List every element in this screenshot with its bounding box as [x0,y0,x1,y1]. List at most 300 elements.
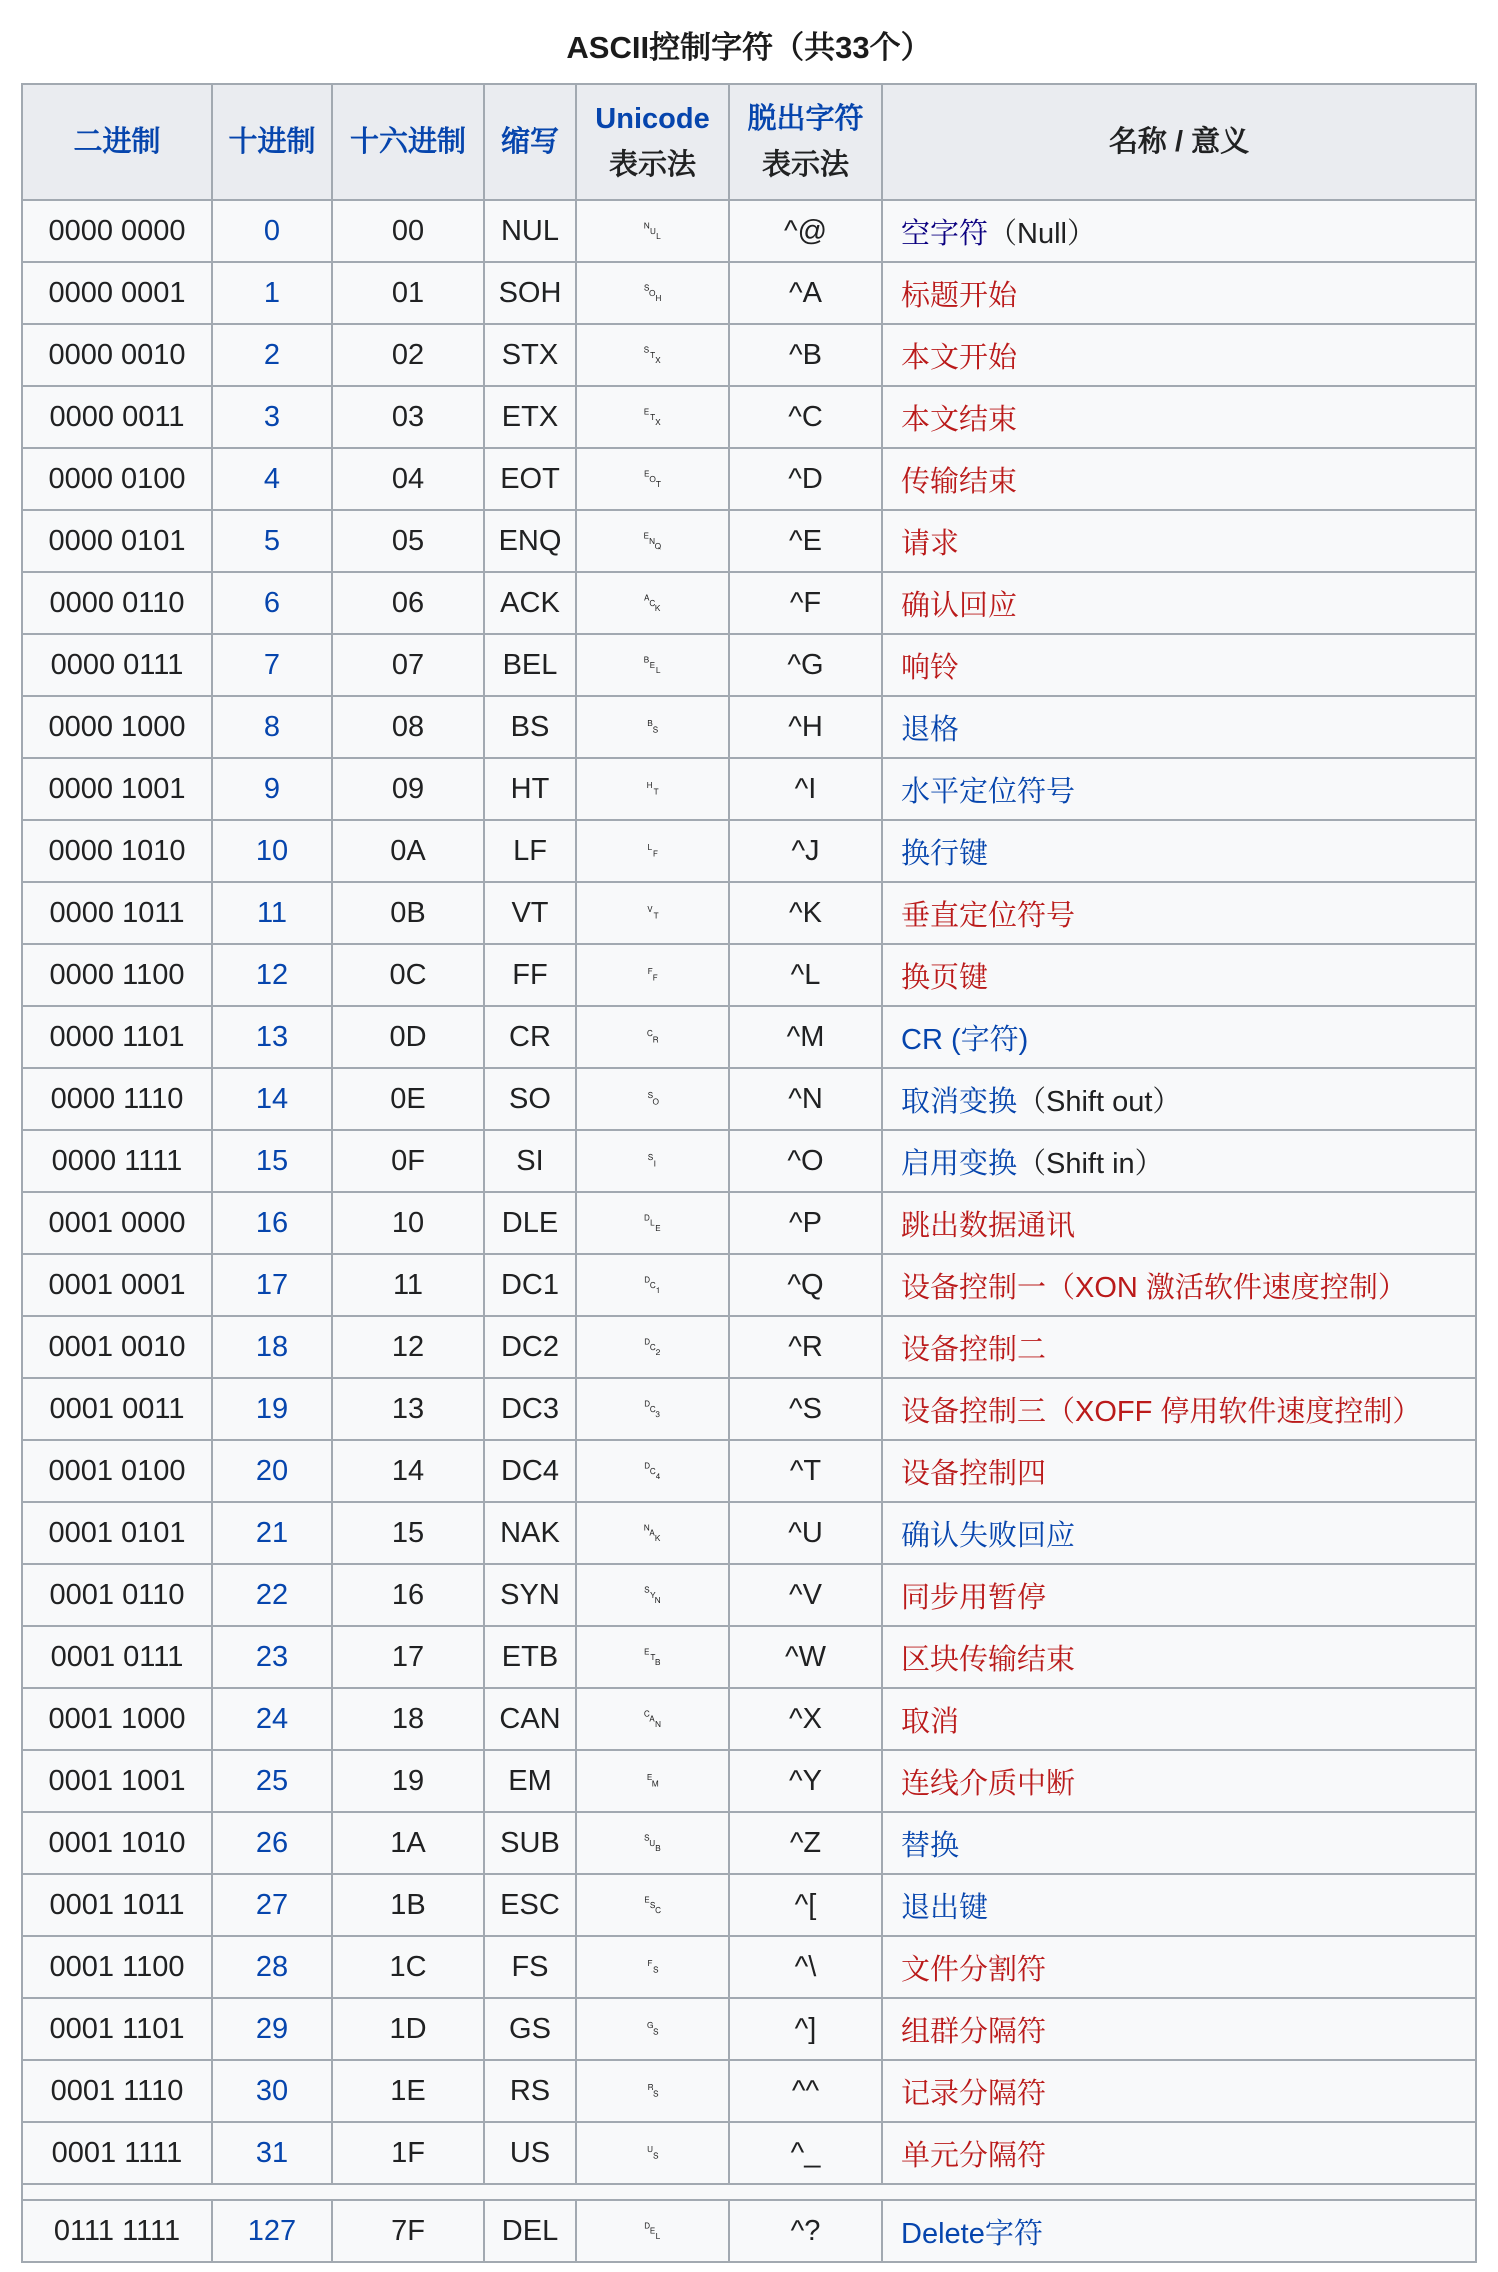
table-row [22,386,1476,448]
decimal-link[interactable]: 26 [255,1826,289,1859]
ascii-control-characters-table [21,83,1477,2263]
decimal-link[interactable]: 25 [255,1764,289,1797]
abbr-cell: VT [484,882,576,944]
name-link[interactable]: 请求 [901,527,960,560]
decimal-link[interactable]: 0 [263,214,281,247]
name-link[interactable]: 退出键 [901,1891,989,1924]
unicode-cell [576,944,729,1006]
escape-cell: ^V [729,1564,882,1626]
binary-cell: 0000 1100 [22,944,212,1006]
name-cell [882,200,1476,262]
unicode-cell [576,2122,729,2184]
escape-cell: ^T [729,1440,882,1502]
binary-cell: 0001 1001 [22,1750,212,1812]
escape-cell: ^E [729,510,882,572]
unicode-cell [576,1812,729,1874]
decimal-cell [212,1998,332,2060]
binary-cell: 0001 1011 [22,1874,212,1936]
table-row [22,1068,1476,1130]
hex-cell: 1B [332,1874,484,1936]
escape-cell: ^L [729,944,882,1006]
decimal-link[interactable]: 16 [255,1206,289,1239]
unicode-cell [576,1936,729,1998]
hex-cell: 17 [332,1626,484,1688]
escape-cell: ^S [729,1378,882,1440]
hex-cell: 00 [332,200,484,262]
unicode-cell [576,324,729,386]
binary-cell: 0001 0110 [22,1564,212,1626]
name-link[interactable]: 跳出数据通讯 [901,1209,1076,1242]
control-picture-glyph: ␀ [642,217,663,245]
decimal-link[interactable]: 9 [263,772,281,805]
decimal-link[interactable]: 21 [255,1516,289,1549]
name-link[interactable]: 传输结束 [901,465,1018,498]
escape-cell: ^? [729,2200,882,2262]
control-picture-glyph: ␃ [642,403,663,431]
name-link[interactable]: 设备控制四 [901,1457,1047,1490]
binary-cell: 0000 1010 [22,820,212,882]
name-cell [882,1254,1476,1316]
name-link[interactable]: 退格 [901,713,960,746]
decimal-cell [212,1316,332,1378]
name-link[interactable]: 确认失败回应 [901,1519,1076,1552]
header-link[interactable]: 二进制 [73,125,161,158]
hex-cell: 13 [332,1378,484,1440]
hex-cell: 08 [332,696,484,758]
hex-cell: 07 [332,634,484,696]
control-picture-glyph: ␆ [642,589,663,617]
decimal-cell [212,1254,332,1316]
unicode-cell [576,1254,729,1316]
escape-cell: ^N [729,1068,882,1130]
unicode-cell [576,572,729,634]
unicode-cell [576,200,729,262]
hex-cell: 02 [332,324,484,386]
control-picture-glyph: ␛ [642,1891,663,1919]
name-link[interactable]: 单元分隔符 [901,2139,1047,2172]
hex-cell: 01 [332,262,484,324]
header-link[interactable]: 缩写 [500,125,559,158]
decimal-cell [212,2200,332,2262]
unicode-cell [576,1564,729,1626]
abbr-cell: STX [484,324,576,386]
name-link[interactable]: 本文结束 [901,403,1018,436]
control-picture-glyph: ␓ [642,1395,663,1423]
col-header-unicode [576,84,729,200]
name-cell [882,1998,1476,2060]
escape-cell: ^U [729,1502,882,1564]
decimal-link[interactable]: 4 [263,462,281,495]
unicode-cell [576,1688,729,1750]
decimal-link[interactable]: 10 [255,834,289,867]
name-link[interactable]: 换行键 [901,837,989,870]
unicode-cell [576,1998,729,2060]
unicode-cell [576,262,729,324]
binary-cell: 0001 1010 [22,1812,212,1874]
unicode-cell [576,2060,729,2122]
name-cell [882,2200,1476,2262]
table-row [22,696,1476,758]
name-cell [882,1378,1476,1440]
escape-cell: ^Z [729,1812,882,1874]
page-title: ASCII控制字符（共33个） [566,30,932,65]
abbr-cell: GS [484,1998,576,2060]
separator-cell [22,2184,1476,2200]
decimal-cell [212,2060,332,2122]
table-row [22,1316,1476,1378]
binary-cell: 0001 0010 [22,1316,212,1378]
decimal-link[interactable]: 15 [255,1144,289,1177]
escape-cell: ^K [729,882,882,944]
control-picture-glyph: ␞ [642,2077,663,2105]
hex-cell: 1F [332,2122,484,2184]
table-row [22,1440,1476,1502]
decimal-link[interactable]: 29 [255,2012,289,2045]
escape-cell: ^Q [729,1254,882,1316]
decimal-cell [212,1006,332,1068]
decimal-link[interactable]: 1 [263,276,281,309]
decimal-link[interactable]: 6 [263,586,281,619]
decimal-cell [212,1068,332,1130]
decimal-cell [212,1192,332,1254]
name-cell [882,634,1476,696]
decimal-cell [212,820,332,882]
binary-cell: 0000 0111 [22,634,212,696]
col-header-hex [332,84,484,200]
binary-cell: 0000 0001 [22,262,212,324]
unicode-cell [576,510,729,572]
decimal-link[interactable]: 5 [263,524,281,557]
control-picture-glyph: ␅ [642,527,663,555]
binary-cell: 0001 1000 [22,1688,212,1750]
table-row [22,262,1476,324]
hex-cell: 11 [332,1254,484,1316]
name-link[interactable]: 水平定位符号 [901,775,1076,808]
unicode-cell [576,634,729,696]
decimal-cell [212,634,332,696]
decimal-link[interactable]: 31 [255,2136,289,2169]
binary-cell: 0001 0111 [22,1626,212,1688]
name-link[interactable]: 空字符 [901,217,989,250]
header-link[interactable]: Unicode [595,102,710,135]
decimal-link[interactable]: 127 [247,2214,297,2247]
header-link[interactable]: 十进制 [228,125,316,158]
control-picture-glyph: ␇ [642,651,663,679]
decimal-cell [212,2122,332,2184]
hex-cell: 1D [332,1998,484,2060]
unicode-cell [576,1750,729,1812]
decimal-cell [212,882,332,944]
control-picture-glyph: ␊ [642,837,663,865]
decimal-link[interactable]: 14 [255,1082,289,1115]
hex-cell: 18 [332,1688,484,1750]
name-link[interactable]: CR (字符) [901,1023,1029,1056]
table-row [22,200,1476,262]
hex-cell: 14 [332,1440,484,1502]
table-row [22,1192,1476,1254]
name-cell [882,820,1476,882]
unicode-cell [576,2200,729,2262]
abbr-cell: SUB [484,1812,576,1874]
table-row [22,2122,1476,2184]
name-cell [882,1316,1476,1378]
escape-cell: ^@ [729,200,882,262]
decimal-cell [212,1626,332,1688]
abbr-cell: DC2 [484,1316,576,1378]
decimal-cell [212,1812,332,1874]
table-row [22,1626,1476,1688]
abbr-cell: SYN [484,1564,576,1626]
name-link[interactable]: 响铃 [901,651,960,684]
binary-cell: 0001 0101 [22,1502,212,1564]
control-picture-glyph: ␚ [642,1829,663,1857]
decimal-link[interactable]: 24 [255,1702,289,1735]
binary-cell: 0000 0011 [22,386,212,448]
decimal-cell [212,448,332,510]
hex-cell: 1E [332,2060,484,2122]
header-label: 表示法 [608,149,696,181]
hex-cell: 0A [332,820,484,882]
table-row [22,820,1476,882]
abbr-cell: BEL [484,634,576,696]
escape-cell: ^W [729,1626,882,1688]
name-text: （Shift out） [1017,1085,1182,1118]
abbr-cell: EOT [484,448,576,510]
name-link[interactable]: 取消变换 [901,1085,1018,1118]
binary-cell: 0000 1011 [22,882,212,944]
control-picture-glyph: ␉ [642,775,663,803]
escape-cell: ^F [729,572,882,634]
header-link[interactable]: 脱出字符 [747,102,864,135]
escape-cell: ^] [729,1998,882,2060]
name-cell [882,944,1476,1006]
hex-cell: 03 [332,386,484,448]
hex-cell: 16 [332,1564,484,1626]
name-link[interactable]: 连线介质中断 [901,1767,1076,1800]
col-header-abbr [484,84,576,200]
unicode-cell [576,1068,729,1130]
control-picture-glyph: ␘ [642,1705,663,1733]
abbr-cell: NAK [484,1502,576,1564]
col-header-binary [22,84,212,200]
escape-cell: ^O [729,1130,882,1192]
abbr-cell: DEL [484,2200,576,2262]
decimal-link[interactable]: 18 [255,1330,289,1363]
name-link[interactable]: 确认回应 [901,589,1018,622]
decimal-link[interactable]: 19 [255,1392,289,1425]
header-link[interactable]: 十六进制 [349,125,466,158]
name-text: （Null） [988,217,1096,250]
table-row [22,572,1476,634]
control-picture-glyph: ␖ [642,1581,663,1609]
control-picture-glyph: ␋ [642,899,663,927]
escape-cell: ^D [729,448,882,510]
hex-cell: 0E [332,1068,484,1130]
name-link[interactable]: Delete字符 [901,2217,1043,2250]
decimal-link[interactable]: 22 [255,1578,289,1611]
name-link[interactable]: 记录分隔符 [901,2077,1047,2110]
decimal-cell [212,1440,332,1502]
name-cell [882,1936,1476,1998]
decimal-cell [212,572,332,634]
name-link[interactable]: 换页键 [901,961,989,994]
decimal-link[interactable]: 13 [255,1020,289,1053]
abbr-cell: BS [484,696,576,758]
abbr-cell: US [484,2122,576,2184]
decimal-cell [212,262,332,324]
decimal-link[interactable]: 12 [255,958,289,991]
abbr-cell: SOH [484,262,576,324]
col-header-escape [729,84,882,200]
binary-cell: 0111 1111 [22,2200,212,2262]
name-link[interactable]: 区块传输结束 [901,1643,1076,1676]
table-row [22,1998,1476,2060]
table-row [22,634,1476,696]
table-row [22,1378,1476,1440]
unicode-cell [576,1192,729,1254]
decimal-link[interactable]: 8 [263,710,281,743]
name-cell [882,572,1476,634]
escape-cell: ^_ [729,2122,882,2184]
decimal-link[interactable]: 20 [255,1454,289,1487]
binary-cell: 0001 0001 [22,1254,212,1316]
control-picture-glyph: ␏ [642,1147,663,1175]
unicode-cell [576,448,729,510]
name-link[interactable]: 设备控制一（XON 激活软件速度控制） [901,1271,1407,1304]
hex-cell: 05 [332,510,484,572]
hex-cell: 06 [332,572,484,634]
control-picture-glyph: ␎ [642,1085,663,1113]
decimal-cell [212,1750,332,1812]
name-link[interactable]: 设备控制三（XOFF 停用软件速度控制） [901,1395,1422,1428]
name-link[interactable]: 标题开始 [901,279,1018,312]
table-row [22,1812,1476,1874]
name-cell [882,1812,1476,1874]
abbr-cell: LF [484,820,576,882]
binary-cell: 0001 1100 [22,1936,212,1998]
control-picture-glyph: ␙ [642,1767,663,1795]
escape-cell: ^G [729,634,882,696]
control-picture-glyph: ␕ [642,1519,663,1547]
control-picture-glyph: ␡ [642,2217,663,2245]
unicode-cell [576,1502,729,1564]
binary-cell: 0001 0011 [22,1378,212,1440]
name-cell [882,1874,1476,1936]
decimal-link[interactable]: 27 [255,1888,289,1921]
header-row [22,84,1476,200]
decimal-link[interactable]: 3 [263,400,281,433]
escape-cell: ^C [729,386,882,448]
name-text: （Shift in） [1017,1147,1164,1180]
control-picture-glyph: ␈ [642,713,663,741]
unicode-cell [576,1316,729,1378]
name-link[interactable]: 取消 [901,1705,960,1738]
abbr-cell: NUL [484,200,576,262]
table-row [22,882,1476,944]
name-link[interactable]: 同步用暂停 [901,1581,1047,1614]
name-cell [882,696,1476,758]
unicode-cell [576,1378,729,1440]
decimal-link[interactable]: 30 [255,2074,289,2107]
unicode-cell [576,386,729,448]
hex-cell: 0B [332,882,484,944]
name-cell [882,1688,1476,1750]
unicode-cell [576,1130,729,1192]
decimal-cell [212,1130,332,1192]
escape-cell: ^X [729,1688,882,1750]
table-row [22,944,1476,1006]
abbr-cell: RS [484,2060,576,2122]
abbr-cell: HT [484,758,576,820]
abbr-cell: CR [484,1006,576,1068]
escape-cell: ^^ [729,2060,882,2122]
name-link[interactable]: 设备控制二 [901,1333,1047,1366]
abbr-cell: DC4 [484,1440,576,1502]
table-row [22,1254,1476,1316]
decimal-link[interactable]: 23 [255,1640,289,1673]
escape-cell: ^M [729,1006,882,1068]
name-cell [882,1564,1476,1626]
decimal-link[interactable]: 11 [256,896,288,929]
control-picture-glyph: ␜ [642,1953,663,1981]
abbr-cell: CAN [484,1688,576,1750]
hex-cell: 04 [332,448,484,510]
abbr-cell: ESC [484,1874,576,1936]
name-link[interactable]: 替换 [901,1829,960,1862]
decimal-link[interactable]: 17 [255,1268,289,1301]
control-picture-glyph: ␂ [642,341,663,369]
name-cell [882,324,1476,386]
name-link[interactable]: 组群分隔符 [901,2015,1047,2048]
abbr-cell: ETB [484,1626,576,1688]
table-row [22,2060,1476,2122]
control-picture-glyph: ␗ [642,1643,663,1671]
table-row [22,510,1476,572]
table-row [22,1130,1476,1192]
binary-cell: 0000 1001 [22,758,212,820]
decimal-link[interactable]: 7 [263,648,281,681]
name-link[interactable]: 垂直定位符号 [901,899,1076,932]
col-header-decimal [212,84,332,200]
decimal-cell [212,200,332,262]
name-link[interactable]: 文件分割符 [901,1953,1047,1986]
binary-cell: 0000 1101 [22,1006,212,1068]
decimal-link[interactable]: 28 [255,1950,289,1983]
name-cell [882,1750,1476,1812]
decimal-cell [212,1688,332,1750]
name-cell [882,262,1476,324]
binary-cell: 0000 0000 [22,200,212,262]
escape-cell: ^P [729,1192,882,1254]
abbr-cell: SO [484,1068,576,1130]
binary-cell: 0000 0101 [22,510,212,572]
name-link[interactable]: 本文开始 [901,341,1018,374]
decimal-link[interactable]: 2 [263,338,281,371]
escape-cell: ^H [729,696,882,758]
table-row [22,448,1476,510]
hex-cell: 12 [332,1316,484,1378]
decimal-cell [212,758,332,820]
control-picture-glyph: ␒ [642,1333,663,1361]
name-cell [882,1068,1476,1130]
name-link[interactable]: 启用变换 [901,1147,1018,1180]
table-body [22,200,1476,2262]
escape-cell: ^I [729,758,882,820]
name-cell [882,882,1476,944]
decimal-cell [212,1936,332,1998]
binary-cell: 0000 1111 [22,1130,212,1192]
table-row [22,324,1476,386]
